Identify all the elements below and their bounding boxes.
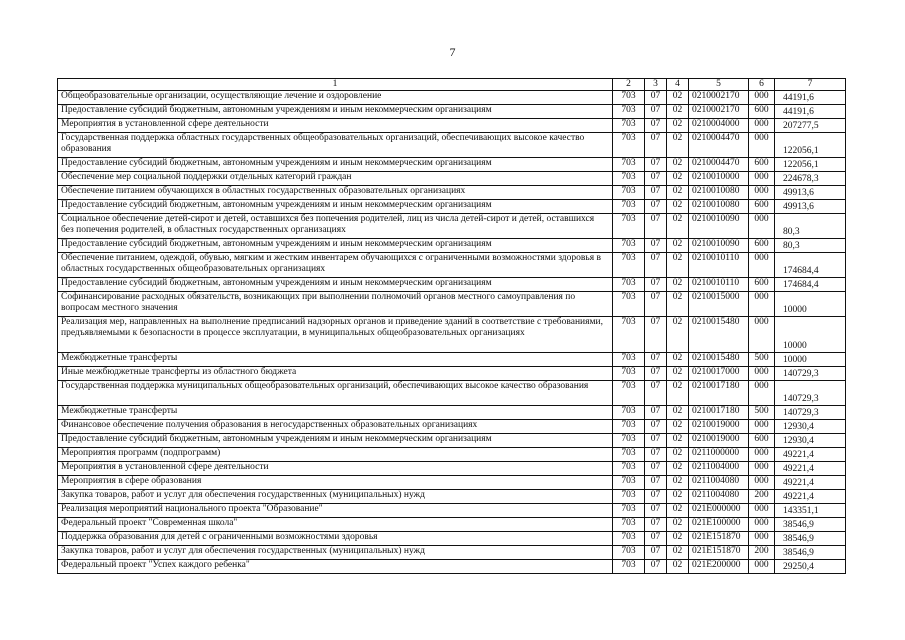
row-ved: 703 xyxy=(613,420,645,434)
row-amount: 80,3 xyxy=(775,214,846,239)
row-expense-type: 000 xyxy=(749,448,775,462)
table-row xyxy=(58,253,846,278)
row-ved: 703 xyxy=(613,91,645,105)
row-target-code: 0210004470 xyxy=(689,158,749,172)
row-target-code: 021E100000 xyxy=(689,518,749,532)
row-subsection: 02 xyxy=(667,105,689,119)
row-subsection: 02 xyxy=(667,214,689,239)
row-target-code: 0210017180 xyxy=(689,406,749,420)
row-expense-type: 500 xyxy=(749,353,775,367)
row-subsection: 02 xyxy=(667,504,689,518)
page-number: 7 xyxy=(449,45,456,59)
row-subsection: 02 xyxy=(667,278,689,292)
row-name: Федеральный проект "Успех каждого ребенка" xyxy=(58,560,613,574)
row-expense-type: 000 xyxy=(749,119,775,133)
row-amount: 10000 xyxy=(775,292,846,317)
row-ved: 703 xyxy=(613,239,645,253)
row-section: 07 xyxy=(645,476,667,490)
table-row xyxy=(58,200,846,214)
row-ved: 703 xyxy=(613,560,645,574)
row-subsection: 02 xyxy=(667,239,689,253)
row-amount: 49221,4 xyxy=(775,490,846,504)
row-ved: 703 xyxy=(613,448,645,462)
row-name: Финансовое обеспечение получения образования в негосударственных образовательных организациях xyxy=(58,420,613,434)
row-name: Мероприятия в установленной сфере деятельности xyxy=(58,119,613,133)
row-expense-type: 000 xyxy=(749,253,775,278)
row-target-code: 0211004000 xyxy=(689,462,749,476)
row-ved: 703 xyxy=(613,317,645,353)
row-subsection: 02 xyxy=(667,381,689,406)
table-row xyxy=(58,560,846,574)
row-name: Государственная поддержка областных государственных общеобразовательных организаций, обеспечивающих высокое качество образования xyxy=(58,133,613,158)
header-col-3: 3 xyxy=(645,79,667,91)
row-name: Обеспечение питанием, одеждой, обувью, мягким и жестким инвентарем обучающихся с ограниченными возможностями здоровья в областных государственных общеобразовательных организациях xyxy=(58,253,613,278)
row-amount: 38546,9 xyxy=(775,546,846,560)
row-ved: 703 xyxy=(613,158,645,172)
row-expense-type: 000 xyxy=(749,214,775,239)
row-expense-type: 600 xyxy=(749,200,775,214)
row-ved: 703 xyxy=(613,434,645,448)
row-target-code: 0210015480 xyxy=(689,317,749,353)
row-ved: 703 xyxy=(613,186,645,200)
row-target-code: 0210010080 xyxy=(689,200,749,214)
row-target-code: 0210017000 xyxy=(689,367,749,381)
row-ved: 703 xyxy=(613,462,645,476)
row-expense-type: 000 xyxy=(749,91,775,105)
row-target-code: 0210010000 xyxy=(689,172,749,186)
row-subsection: 02 xyxy=(667,91,689,105)
table-row xyxy=(58,133,846,158)
row-amount: 10000 xyxy=(775,317,846,353)
table-row xyxy=(58,105,846,119)
row-subsection: 02 xyxy=(667,546,689,560)
row-expense-type: 600 xyxy=(749,278,775,292)
row-expense-type: 000 xyxy=(749,420,775,434)
row-section: 07 xyxy=(645,518,667,532)
row-target-code: 0210010080 xyxy=(689,186,749,200)
row-target-code: 0210010110 xyxy=(689,278,749,292)
row-amount: 49221,4 xyxy=(775,462,846,476)
row-section: 07 xyxy=(645,172,667,186)
row-subsection: 02 xyxy=(667,518,689,532)
row-section: 07 xyxy=(645,434,667,448)
row-section: 07 xyxy=(645,546,667,560)
row-subsection: 02 xyxy=(667,476,689,490)
row-expense-type: 600 xyxy=(749,105,775,119)
row-name: Софинансирование расходных обязательств, возникающих при выполнении полномочий органов местного самоуправления по вопросам местного значения xyxy=(58,292,613,317)
table-row xyxy=(58,367,846,381)
row-subsection: 02 xyxy=(667,448,689,462)
row-subsection: 02 xyxy=(667,434,689,448)
table-header-row xyxy=(58,79,846,91)
row-subsection: 02 xyxy=(667,133,689,158)
row-target-code: 021E000000 xyxy=(689,504,749,518)
row-target-code: 0210002170 xyxy=(689,91,749,105)
header-col-2: 2 xyxy=(613,79,645,91)
row-section: 07 xyxy=(645,448,667,462)
table-row xyxy=(58,476,846,490)
row-ved: 703 xyxy=(613,119,645,133)
table-row xyxy=(58,532,846,546)
row-expense-type: 000 xyxy=(749,292,775,317)
row-subsection: 02 xyxy=(667,532,689,546)
row-name: Социальное обеспечение детей-сирот и детей, оставшихся без попечения родителей, лиц из числа детей-сирот и детей, оставшихся без попечения родителей, в областных государственных организациях xyxy=(58,214,613,239)
row-subsection: 02 xyxy=(667,186,689,200)
row-name: Закупка товаров, работ и услуг для обеспечения государственных (муниципальных) нужд xyxy=(58,490,613,504)
row-target-code: 0211000000 xyxy=(689,448,749,462)
row-expense-type: 000 xyxy=(749,476,775,490)
row-expense-type: 000 xyxy=(749,172,775,186)
row-subsection: 02 xyxy=(667,462,689,476)
row-amount: 49913,6 xyxy=(775,186,846,200)
row-amount: 122056,1 xyxy=(775,158,846,172)
row-section: 07 xyxy=(645,214,667,239)
row-target-code: 0210019000 xyxy=(689,434,749,448)
row-name: Предоставление субсидий бюджетным, автономным учреждениям и иным некоммерческим организациям xyxy=(58,434,613,448)
row-section: 07 xyxy=(645,119,667,133)
row-name: Предоставление субсидий бюджетным, автономным учреждениям и иным некоммерческим организациям xyxy=(58,200,613,214)
row-target-code: 021E151870 xyxy=(689,546,749,560)
row-amount: 29250,4 xyxy=(775,560,846,574)
row-target-code: 0210015480 xyxy=(689,353,749,367)
header-col-7: 7 xyxy=(775,79,846,91)
row-target-code: 0210017180 xyxy=(689,381,749,406)
row-target-code: 0210004470 xyxy=(689,133,749,158)
row-subsection: 02 xyxy=(667,172,689,186)
row-name: Мероприятия в установленной сфере деятельности xyxy=(58,462,613,476)
table-row xyxy=(58,353,846,367)
row-section: 07 xyxy=(645,420,667,434)
row-expense-type: 000 xyxy=(749,462,775,476)
row-expense-type: 000 xyxy=(749,317,775,353)
row-section: 07 xyxy=(645,490,667,504)
row-amount: 140729,3 xyxy=(775,367,846,381)
row-target-code: 0210010090 xyxy=(689,239,749,253)
row-amount: 224678,3 xyxy=(775,172,846,186)
row-target-code: 0210004000 xyxy=(689,119,749,133)
row-subsection: 02 xyxy=(667,158,689,172)
row-section: 07 xyxy=(645,253,667,278)
row-amount: 44191,6 xyxy=(775,105,846,119)
row-name: Мероприятия в сфере образования xyxy=(58,476,613,490)
row-subsection: 02 xyxy=(667,353,689,367)
table-row xyxy=(58,518,846,532)
row-target-code: 0210002170 xyxy=(689,105,749,119)
table-row xyxy=(58,546,846,560)
row-subsection: 02 xyxy=(667,253,689,278)
row-name: Поддержка образования для детей с ограниченными возможностями здоровья xyxy=(58,532,613,546)
row-target-code: 0211004080 xyxy=(689,490,749,504)
row-expense-type: 200 xyxy=(749,490,775,504)
row-name: Обеспечение питанием обучающихся в областных государственных образовательных организациях xyxy=(58,186,613,200)
row-name: Государственная поддержка муниципальных общеобразовательных организаций, обеспечивающих высокое качество образования xyxy=(58,381,613,406)
row-ved: 703 xyxy=(613,367,645,381)
row-name: Предоставление субсидий бюджетным, автономным учреждениям и иным некоммерческим организациям xyxy=(58,105,613,119)
row-name: Реализация мероприятий национального проекта "Образование" xyxy=(58,504,613,518)
table-row xyxy=(58,317,846,353)
row-section: 07 xyxy=(645,381,667,406)
table-row xyxy=(58,490,846,504)
table-body xyxy=(58,91,846,574)
row-ved: 703 xyxy=(613,353,645,367)
row-amount: 174684,4 xyxy=(775,278,846,292)
table-row xyxy=(58,292,846,317)
row-amount: 143351,1 xyxy=(775,504,846,518)
row-amount: 174684,4 xyxy=(775,253,846,278)
row-amount: 122056,1 xyxy=(775,133,846,158)
header-col-6: 6 xyxy=(749,79,775,91)
row-subsection: 02 xyxy=(667,560,689,574)
header-col-5: 5 xyxy=(689,79,749,91)
row-subsection: 02 xyxy=(667,406,689,420)
table-row xyxy=(58,214,846,239)
row-section: 07 xyxy=(645,105,667,119)
row-ved: 703 xyxy=(613,518,645,532)
row-name: Предоставление субсидий бюджетным, автономным учреждениям и иным некоммерческим организациям xyxy=(58,239,613,253)
row-section: 07 xyxy=(645,504,667,518)
row-target-code: 0211004080 xyxy=(689,476,749,490)
row-expense-type: 000 xyxy=(749,504,775,518)
row-ved: 703 xyxy=(613,406,645,420)
row-name: Межбюджетные трансферты xyxy=(58,406,613,420)
row-target-code: 0210010110 xyxy=(689,253,749,278)
row-section: 07 xyxy=(645,462,667,476)
row-expense-type: 200 xyxy=(749,546,775,560)
row-amount: 38546,9 xyxy=(775,518,846,532)
row-amount: 140729,3 xyxy=(775,381,846,406)
row-subsection: 02 xyxy=(667,317,689,353)
row-ved: 703 xyxy=(613,253,645,278)
row-ved: 703 xyxy=(613,532,645,546)
row-ved: 703 xyxy=(613,278,645,292)
table-row xyxy=(58,186,846,200)
row-amount: 49221,4 xyxy=(775,448,846,462)
row-section: 07 xyxy=(645,91,667,105)
row-expense-type: 600 xyxy=(749,158,775,172)
row-target-code: 0210019000 xyxy=(689,420,749,434)
row-expense-type: 000 xyxy=(749,560,775,574)
table-row xyxy=(58,462,846,476)
row-expense-type: 000 xyxy=(749,518,775,532)
table-row xyxy=(58,381,846,406)
row-section: 07 xyxy=(645,158,667,172)
row-name: Федеральный проект "Современная школа" xyxy=(58,518,613,532)
row-section: 07 xyxy=(645,133,667,158)
table-row xyxy=(58,420,846,434)
row-section: 07 xyxy=(645,278,667,292)
table-row xyxy=(58,158,846,172)
row-section: 07 xyxy=(645,353,667,367)
table-row xyxy=(58,239,846,253)
row-target-code: 0210010090 xyxy=(689,214,749,239)
row-section: 07 xyxy=(645,406,667,420)
row-name: Мероприятия программ (подпрограмм) xyxy=(58,448,613,462)
row-expense-type: 000 xyxy=(749,381,775,406)
row-ved: 703 xyxy=(613,292,645,317)
row-subsection: 02 xyxy=(667,490,689,504)
budget-table xyxy=(57,78,846,574)
row-expense-type: 000 xyxy=(749,532,775,546)
row-target-code: 0210015000 xyxy=(689,292,749,317)
row-subsection: 02 xyxy=(667,119,689,133)
row-expense-type: 000 xyxy=(749,367,775,381)
row-amount: 38546,9 xyxy=(775,532,846,546)
row-ved: 703 xyxy=(613,200,645,214)
row-name: Общеобразовательные организации, осуществляющие лечение и оздоровление xyxy=(58,91,613,105)
row-expense-type: 000 xyxy=(749,133,775,158)
table-row xyxy=(58,172,846,186)
row-amount: 12930,4 xyxy=(775,420,846,434)
row-subsection: 02 xyxy=(667,200,689,214)
row-amount: 49221,4 xyxy=(775,476,846,490)
row-section: 07 xyxy=(645,532,667,546)
table-row xyxy=(58,406,846,420)
row-ved: 703 xyxy=(613,105,645,119)
row-amount: 80,3 xyxy=(775,239,846,253)
row-section: 07 xyxy=(645,292,667,317)
row-name: Обеспечение мер социальной поддержки отдельных категорий граждан xyxy=(58,172,613,186)
row-amount: 10000 xyxy=(775,353,846,367)
row-name: Межбюджетные трансферты xyxy=(58,353,613,367)
row-section: 07 xyxy=(645,186,667,200)
row-target-code: 021E200000 xyxy=(689,560,749,574)
header-col-1: 1 xyxy=(58,79,613,91)
row-amount: 207277,5 xyxy=(775,119,846,133)
row-name: Предоставление субсидий бюджетным, автономным учреждениям и иным некоммерческим организациям xyxy=(58,278,613,292)
row-subsection: 02 xyxy=(667,420,689,434)
table-row xyxy=(58,448,846,462)
row-ved: 703 xyxy=(613,546,645,560)
row-target-code: 021E151870 xyxy=(689,532,749,546)
row-amount: 140729,3 xyxy=(775,406,846,420)
row-section: 07 xyxy=(645,239,667,253)
row-expense-type: 600 xyxy=(749,434,775,448)
row-ved: 703 xyxy=(613,133,645,158)
row-name: Иные межбюджетные трансферты из областного бюджета xyxy=(58,367,613,381)
row-ved: 703 xyxy=(613,504,645,518)
table-row xyxy=(58,504,846,518)
row-section: 07 xyxy=(645,200,667,214)
row-name: Закупка товаров, работ и услуг для обеспечения государственных (муниципальных) нужд xyxy=(58,546,613,560)
row-expense-type: 500 xyxy=(749,406,775,420)
row-section: 07 xyxy=(645,560,667,574)
row-name: Реализация мер, направленных на выполнение предписаний надзорных органов и приведение зданий в соответствие с требованиями, предъявляемыми к безопасности в процессе эксплуатации, в муниципальных общеобразовательных организациях xyxy=(58,317,613,353)
row-ved: 703 xyxy=(613,172,645,186)
row-subsection: 02 xyxy=(667,367,689,381)
table-row xyxy=(58,278,846,292)
row-ved: 703 xyxy=(613,490,645,504)
row-section: 07 xyxy=(645,317,667,353)
row-ved: 703 xyxy=(613,476,645,490)
table-row xyxy=(58,119,846,133)
table-row xyxy=(58,91,846,105)
row-amount: 12930,4 xyxy=(775,434,846,448)
row-amount: 49913,6 xyxy=(775,200,846,214)
table-row xyxy=(58,434,846,448)
row-expense-type: 600 xyxy=(749,239,775,253)
header-col-4: 4 xyxy=(667,79,689,91)
row-ved: 703 xyxy=(613,381,645,406)
row-section: 07 xyxy=(645,367,667,381)
row-name: Предоставление субсидий бюджетным, автономным учреждениям и иным некоммерческим организациям xyxy=(58,158,613,172)
row-ved: 703 xyxy=(613,214,645,239)
row-subsection: 02 xyxy=(667,292,689,317)
row-expense-type: 000 xyxy=(749,186,775,200)
row-amount: 44191,6 xyxy=(775,91,846,105)
